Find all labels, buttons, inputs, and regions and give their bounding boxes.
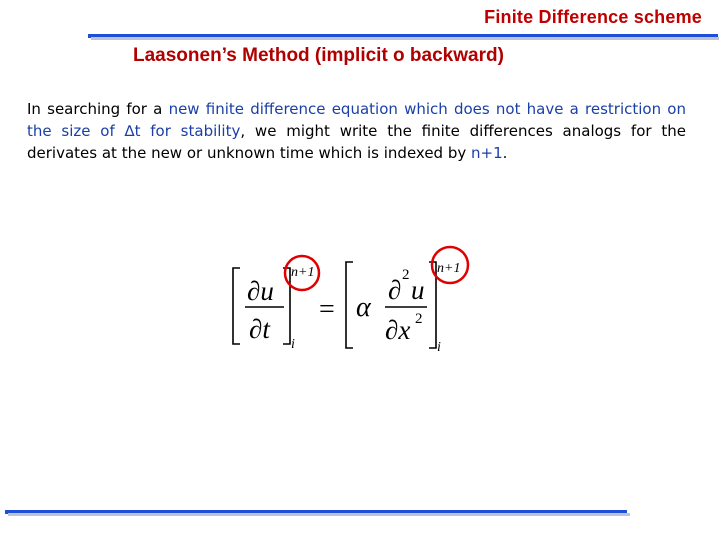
top-divider-shadow [91,37,719,40]
rhs-numerator-partial: ∂ [388,275,402,305]
header-title: Finite Difference scheme [484,7,702,27]
highlight-delta-t: ∆t [124,122,141,140]
alpha-symbol: α [356,292,371,323]
highlight-n-plus-1: n+1 [471,144,503,162]
highlight-new: new [168,100,200,118]
highlight-stability: for stability [150,122,241,140]
rhs-numerator-variable: u [411,275,425,305]
rhs-denominator: ∂x [385,315,411,345]
rhs-superscript: n+1 [437,261,461,276]
text-segment: . [502,144,508,162]
lhs-subscript: i [291,337,295,352]
equals-sign: = [319,294,335,325]
text-segment: finite difference equation which does not have a restriction on the size of [27,100,686,140]
lhs-denominator: ∂t [249,314,270,344]
lhs-numerator: ∂u [247,276,274,306]
lhs-superscript: n+1 [291,265,315,280]
text-segment: , we might write the finite differences analogs for the derivates at the new or unknown time which is indexed by [27,122,686,162]
rhs-left-bracket [346,262,353,348]
slide-subtitle: Laasonen’s Method (implicit o backward) [133,45,504,66]
laasonen-equation [228,238,488,360]
text-segment: In searching for a [27,100,163,118]
bottom-divider-shadow [8,513,630,516]
rhs-denominator-exponent: 2 [415,311,423,327]
rhs-numerator-exponent: 2 [402,267,410,283]
lhs-left-bracket [233,268,240,344]
body-paragraph [27,98,686,164]
rhs-subscript: i [437,340,441,355]
